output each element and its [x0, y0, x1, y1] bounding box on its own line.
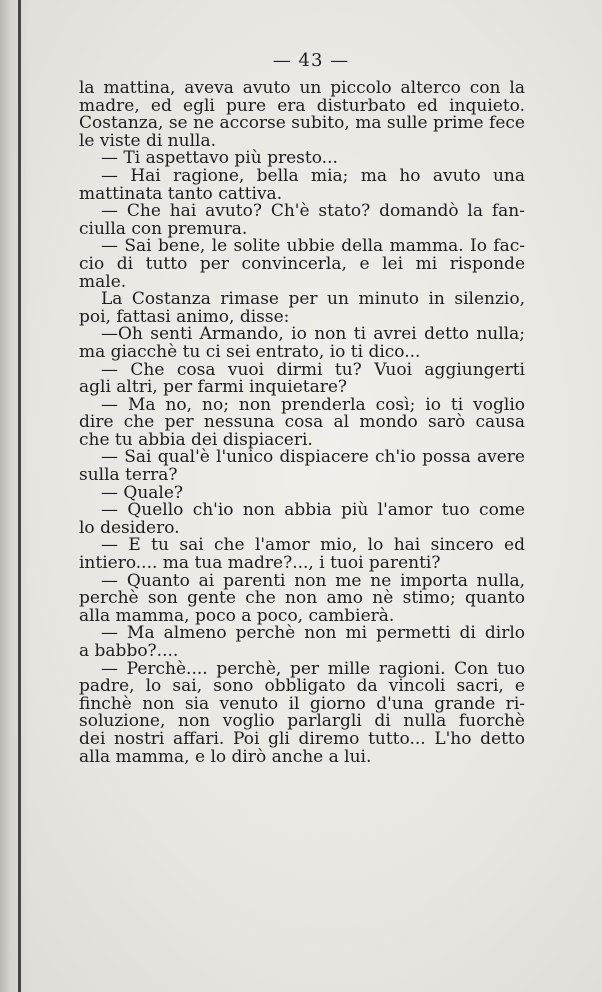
text-line: ciulla con premura.: [79, 218, 248, 239]
text-line: — Sai qual'è l'unico dispiacere ch'io possa avere: [101, 447, 525, 468]
text-line: — Quale?: [101, 482, 184, 503]
text-line: — Che cosa vuoi dirmi tu? Vuoi aggiungerti: [101, 359, 525, 380]
text-line: — Ma no, no; non prenderla così; io ti voglio: [101, 394, 525, 415]
text-line: Costanza, se ne accorse subito, ma sulle prime fece: [79, 113, 525, 134]
text-line: La Costanza rimase per un minuto in silenzio,: [101, 289, 525, 310]
text-line: mattinata tanto cattiva.: [79, 183, 283, 204]
text-line: — Perchè.... perchè, per mille ragioni. Con tuo: [101, 658, 525, 679]
text-line: ma giacchè tu ci sei entrato, io ti dico...: [79, 341, 421, 362]
text-line: soluzione, non voglio parlargli di nulla fuorchè: [79, 711, 525, 732]
text-line: — E tu sai che l'amor mio, lo hai sincero ed: [101, 535, 525, 556]
body-text: [79, 80, 525, 766]
text-line: — Ma almeno perchè non mi permetti di dirlo: [101, 623, 525, 644]
text-line: madre, ed egli pure era disturbato ed inquieto.: [79, 95, 525, 116]
page-number: — 43 —: [272, 50, 350, 71]
text-line: alla mamma, poco a poco, cambierà.: [79, 605, 395, 626]
spine-shadow: [0, 0, 30, 992]
text-line: finchè non sia venuto il giorno d'una grande ri-: [79, 693, 525, 714]
text-line: — Hai ragione, bella mia; ma ho avuto una: [101, 165, 525, 186]
text-line: dei nostri affari. Poi gli diremo tutto... L'ho detto: [79, 728, 525, 749]
text-line: che tu abbia dei dispiaceri.: [79, 429, 313, 450]
text-line: agli altri, per farmi inquietare?: [79, 377, 348, 398]
text-line: lo desidero.: [79, 517, 180, 538]
text-line: — Quanto ai parenti non me ne importa nulla,: [101, 570, 525, 591]
text-line: sulla terra?: [79, 465, 178, 486]
text-line: — Sai bene, le solite ubbie della mamma. Io fac-: [101, 236, 525, 257]
text-line: male.: [79, 271, 127, 292]
text-line: — Quello ch'io non abbia più l'amor tuo come: [101, 500, 525, 521]
text-line: cio di tutto per convincerla, e lei mi risponde: [79, 253, 525, 274]
spine-edge: [18, 0, 21, 992]
text-line: le viste di nulla.: [79, 130, 216, 151]
text-line: perchè son gente che non amo nè stimo; quanto: [79, 588, 525, 609]
text-line: padre, lo sai, sono obbligato da vincoli sacri, e: [79, 676, 525, 697]
text-line: alla mamma, e lo dirò anche a lui.: [79, 746, 372, 767]
text-line: —Oh senti Armando, io non ti avrei detto nulla;: [101, 324, 525, 345]
text-line: — Che hai avuto? Ch'è stato? domandò la fan-: [101, 201, 525, 222]
text-line: a babbo?....: [79, 641, 179, 661]
text-line: — Ti aspettavo più presto...: [101, 148, 338, 169]
text-line: intiero.... ma tua madre?..., i tuoi parenti?: [79, 553, 441, 574]
text-line: dire che per nessuna cosa al mondo sarò causa: [79, 412, 525, 433]
text-line: la mattina, aveva avuto un piccolo alterco con la: [79, 78, 525, 98]
text-line: poi, fattasi animo, disse:: [79, 306, 290, 327]
